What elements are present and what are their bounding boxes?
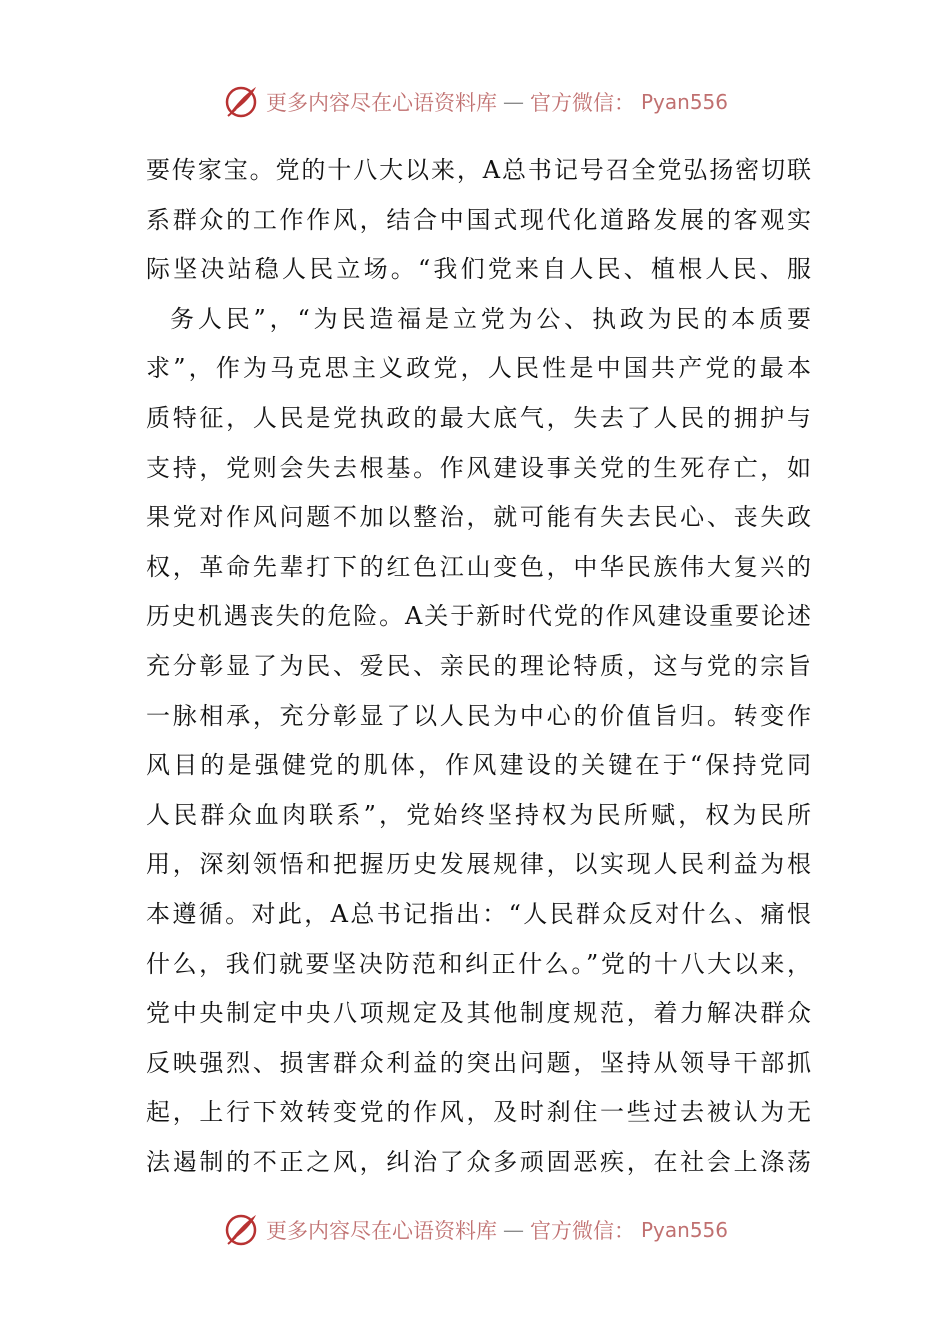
footer-banner — [0, 1206, 950, 1254]
text-line: 历史机遇丧失的危险。A关于新时代党的作风建设重要论述 — [146, 602, 811, 631]
text-line: 求”，作为马克思主义政党，人民性是中国共产党的最本 — [146, 354, 811, 383]
banner-dash: — — [502, 1218, 524, 1242]
banner-dash: — — [502, 90, 524, 114]
text-line: 反映强烈、损害群众利益的突出问题，坚持从领导干部抓 — [146, 1048, 811, 1077]
banner-wechat-label: 官方微信： — [529, 91, 635, 115]
quill-pen-logo-icon — [222, 1211, 260, 1249]
text-line: 充分彰显了为民、爱民、亲民的理论特质，这与党的宗旨 — [146, 651, 811, 680]
text-line: 用，深刻领悟和把握历史发展规律，以实现人民利益为根 — [146, 850, 811, 879]
document-body — [146, 146, 811, 1187]
quill-pen-logo-icon — [222, 83, 260, 121]
text-line: 一脉相承，充分彰显了以人民为中心的价值旨归。转变作 — [146, 701, 811, 730]
header-banner — [0, 78, 950, 126]
banner-wechat-id: Pyan556 — [640, 1218, 728, 1242]
banner-site-text: 更多内容尽在心语资料库 — [265, 1219, 497, 1243]
text-line: 系群众的工作作风，结合中国式现代化道路发展的客观实 — [146, 205, 811, 234]
banner-wechat-id: Pyan556 — [640, 90, 728, 114]
text-line: 权，革命先辈打下的红色江山变色，中华民族伟大复兴的 — [146, 552, 811, 581]
text-line: 本遵循。对此，A总书记指出：“人民群众反对什么、痛恨 — [146, 899, 811, 928]
text-line: 法遏制的不正之风，纠治了众多顽固恶疾，在社会上涤荡 — [146, 1147, 811, 1176]
banner-wechat-label: 官方微信： — [529, 1219, 635, 1243]
text-line: 支持，党则会失去根基。作风建设事关党的生死存亡，如 — [146, 453, 811, 482]
text-line: 际坚决站稳人民立场。“我们党来自人民、植根人民、服 — [146, 255, 811, 284]
text-line: 什么，我们就要坚决防范和纠正什么。”党的十八大以来， — [146, 949, 811, 978]
text-line: 党中央制定中央八项规定及其他制度规范，着力解决群众 — [146, 999, 811, 1028]
text-line: 起，上行下效转变党的作风，及时刹住一些过去被认为无 — [146, 1098, 811, 1127]
text-line: 果党对作风问题不加以整治，就可能有失去民心、丧失政 — [146, 503, 811, 532]
text-line: 要传家宝。党的十八大以来，A总书记号召全党弘扬密切联 — [146, 156, 811, 184]
text-line: 人民群众血肉联系”，党始终坚持权为民所赋，权为民所 — [146, 800, 811, 829]
text-line: 务人民”，“为民造福是立党为公、执政为民的本质要 — [170, 304, 811, 333]
text-line: 质特征，人民是党执政的最大底气，失去了人民的拥护与 — [146, 403, 811, 432]
banner-site-text: 更多内容尽在心语资料库 — [265, 91, 497, 115]
text-line: 风目的是强健党的肌体，作风建设的关键在于“保持党同 — [146, 751, 811, 780]
